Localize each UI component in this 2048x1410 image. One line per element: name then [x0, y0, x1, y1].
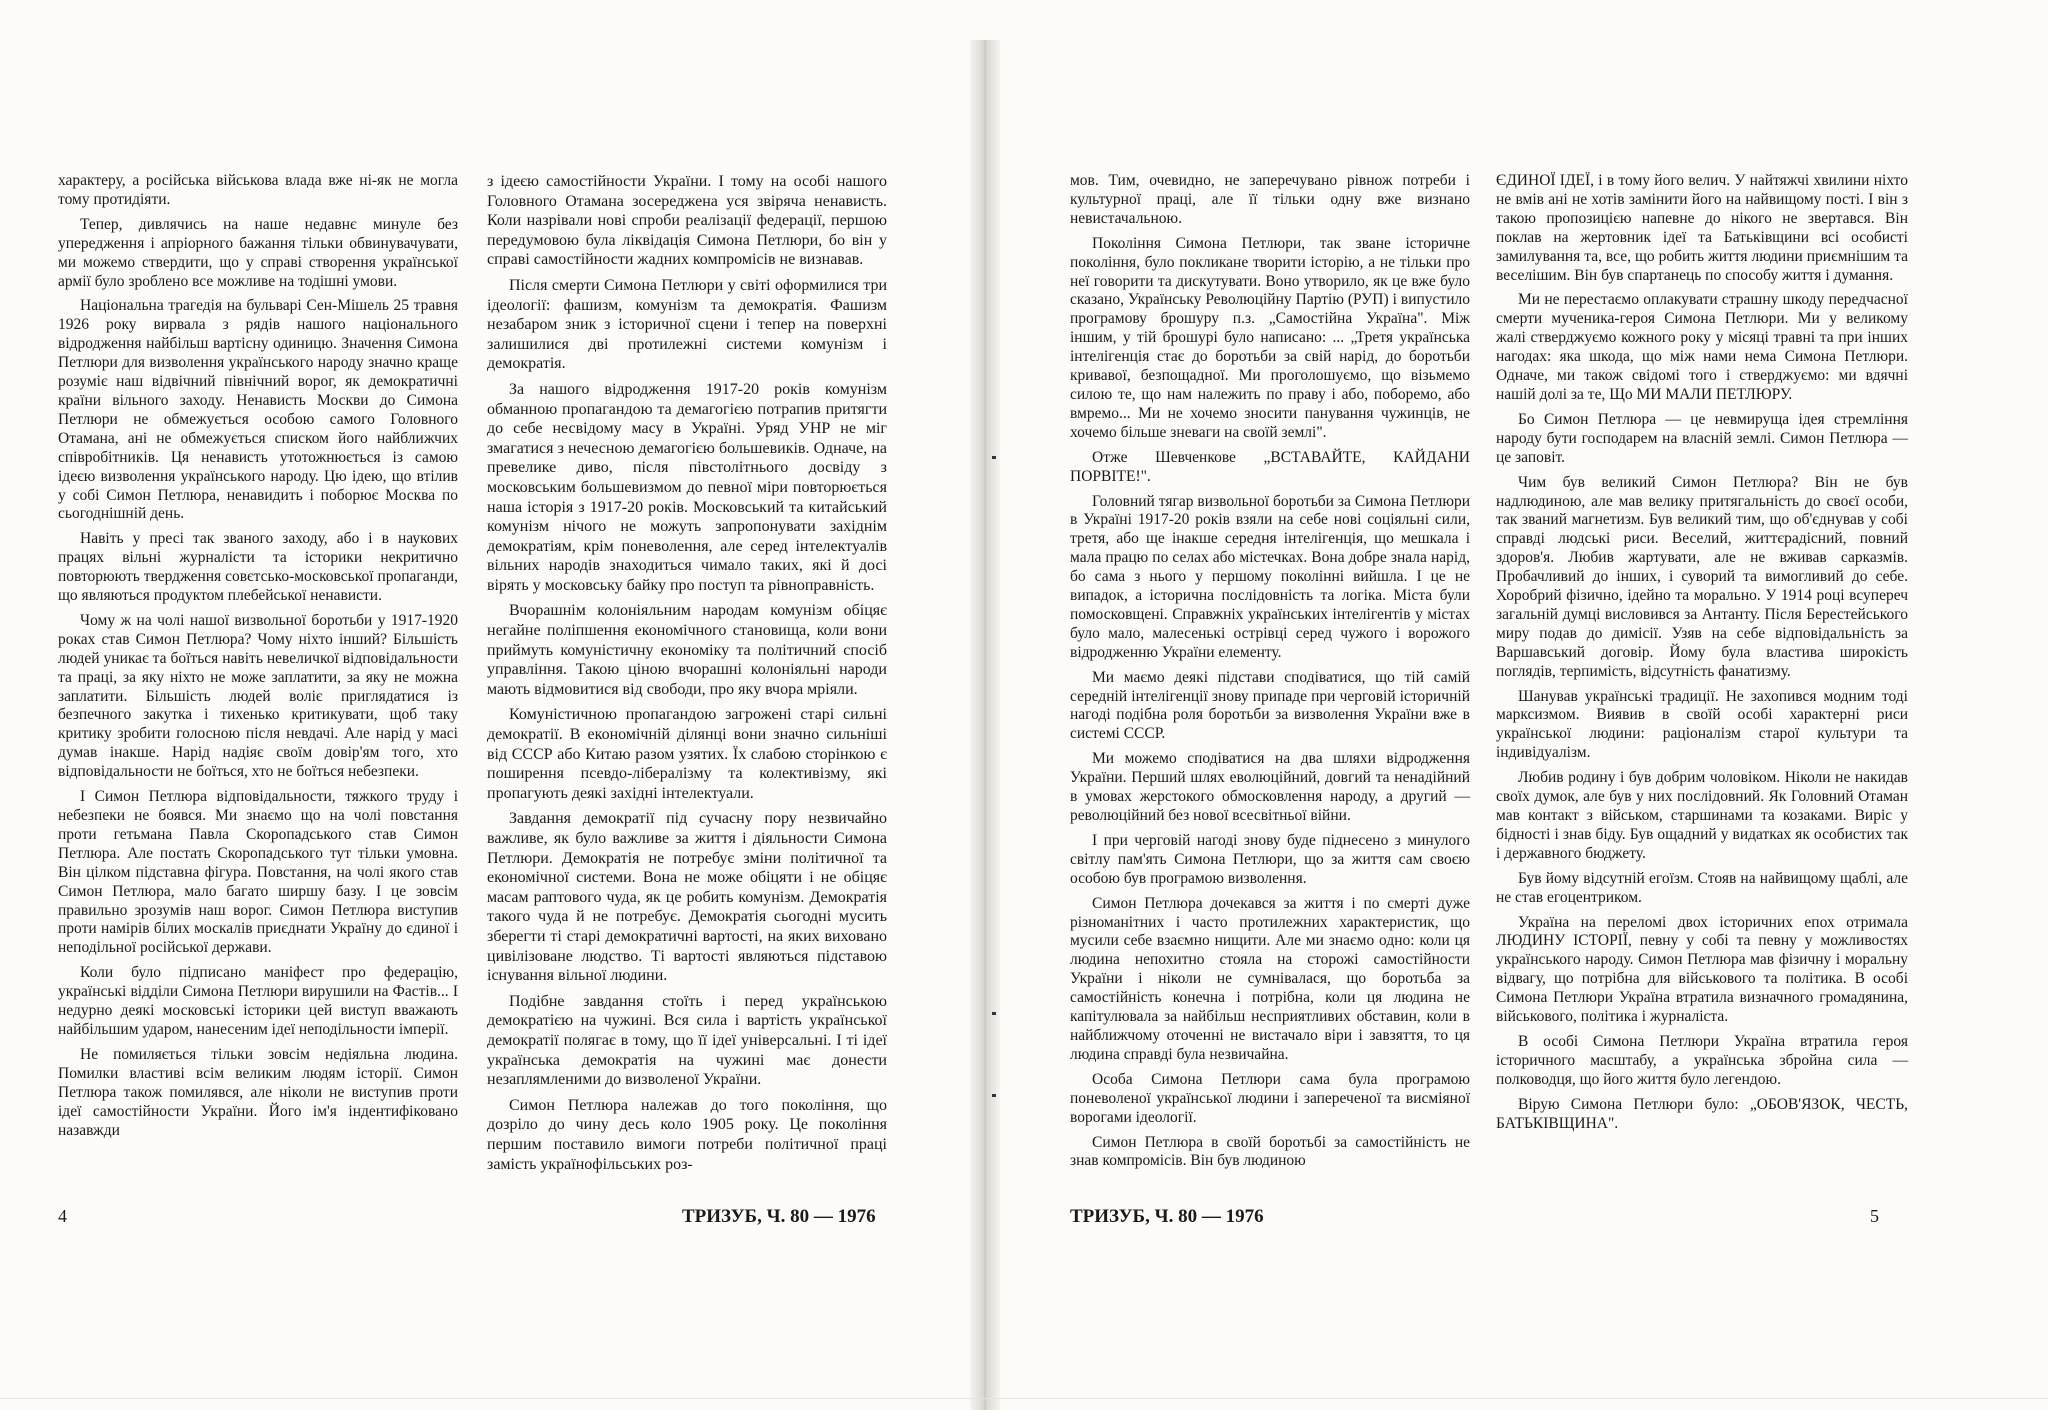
- paragraph: Навіть у пресі так званого заходу, або і в наукових працях вільні журналісти та історики некритично повторюють твердження совєтсько-московської пропаганди, що являються продуктом плебейської ненависти.: [58, 530, 458, 605]
- paragraph: Завдання демократії під сучасну пору незвичайно важливе, як було важливе за життя і діяльности Симона Петлюри. Демократія не потребує зміни політичної та економічної системи. Вона не може обіцяти і не обіцяє масам раптового чуда, як це робить комунізм. Демократія такого чуда й не потребує. Демократія сьогодні мусить зберегти ті старі демократичні вартості, на яких виховано цивілізоване людство. Ті вартості являються підставою існування вільної людини.: [487, 810, 887, 985]
- paragraph: Національна трагедія на бульварі Сен-Мішель 25 травня 1926 року вирвала з рядів нашого національного відродження найбільш вартісну одиницю. Значення Симона Петлюри для визволення українського народу значно краще розуміє наш відвічний північний ворог, як демократичні країни вільного заходу. Ненависть Москви до Симона Петлюри не обмежується особою самого Головного Отамана, ані не обмежується списком його найближчих співробітників. Ця ненависть утотожнюється із самою ідеєю визволення українського народу. Цю ідею, що втілив у собі Симон Петлюра, ненавидить і поборює Москва по сьогоднішній день.: [58, 297, 458, 523]
- scan-bottom-edge: [0, 1398, 2048, 1399]
- running-footer-left: ТРИЗУБ, Ч. 80 — 1976: [682, 1206, 876, 1227]
- text-column-1: [58, 172, 458, 1146]
- paragraph: Тепер, дивлячись на наше недавнє минуле без упередження і апріорного бажання тільки обвинувачувати, ми можемо ствердити, що у справі створення української армії було зроблено все можливе на тодішні умови.: [58, 215, 458, 290]
- text-column-3: [1070, 172, 1470, 1177]
- paragraph: Україна на переломі двох історичних епох отримала ЛЮДИНУ ІСТОРІЇ, певну у собі та певну у можливостях українського народу. Симон Петлюра мав фізичну і моральну відвагу, що потрібна для військового та політика. В особі Симона Петлюри Україна втратила визначного громадянина, військового, політика і журналіста.: [1496, 913, 1908, 1026]
- staple-mark: [992, 1094, 996, 1097]
- paragraph: Шанував українські традиції. Не захопився модним тоді марксизмом. Виявив в своїй особі характерні риси української людини: раціоналізм старої культури та індивідуалізм.: [1496, 687, 1908, 762]
- paragraph: Після смерти Симона Петлюри у світі оформилися три ідеології: фашизм, комунізм та демократія. Фашизм незабаром зник з історичної сцени і тепер на поверхні залишилися дві протилежні системи комунізм і демократія.: [487, 276, 887, 373]
- paragraph: Комуністичною пропагандою загрожені старі сильні демократії. В економічній ділянці вони значно сильніші від СССР або Китаю разом узятих. Їх слабою сторінкою є поширення псевдо-лібералізму та колективізму, які пропагують деякі західні інтелектуали.: [487, 706, 887, 802]
- page-gutter: [970, 40, 1000, 1410]
- text-column-4: [1496, 172, 1908, 1140]
- paragraph: Чим був великий Симон Петлюра? Він не був надлюдиною, але мав велику притягальність до своєї особи, так званий магнетизм. Був великий тим, що об'єднував у собі справді людські риси. Веселий, життєрадісний, повний здоров'я. Любив жартувати, але не вживав сарказмів. Пробачливий до інших, і суворий та вимогливий до себе. Хоробрий фізично, ідейно та морально. У 1914 році всупереч загальній думці висловився за Антанту. Після Берестейського миру подав до димісії. Узяв на себе відповідальність за Варшавський договір. Йому була властива широкість поглядів, терпимість, відсутність фанатизму.: [1496, 473, 1908, 680]
- running-footer-right: ТРИЗУБ, Ч. 80 — 1976: [1070, 1206, 1264, 1227]
- paragraph: Вчорашнім колоніяльним народам комунізм обіцяє негайне поліпшення економічного становища, коли вони приймуть комуністичну економіку та політичний спосіб управління. Такою ціною вчорашні колоніяльні народи мають відмовитися від свободи, про яку вчора мріяли.: [487, 602, 887, 698]
- page-number-left: 4: [58, 1206, 67, 1226]
- paragraph: Головний тягар визвольної боротьби за Симона Петлюри в Україні 1917-20 років взяли на себе нові соціяльні сили, третя, або ще інакше середня інтелігенція, що мешкала і мала працю по селах або містечках. Вона добре знала нарід, бо сама з нього у першому поколінні вийшла. І це не випадок, а історична послідовність та логіка. Міста були помосковщені. Справжніх українських інтелігентів у містах було мало, малесенькі острівці серед чужого і ворожого відродженню України елементу.: [1070, 492, 1470, 661]
- paragraph: Симон Петлюра дочекався за життя і по смерті дуже різноманітних і часто протилежних характеристик, що мусили себе взаємно нищити. Але ми знаємо одно: коли ця людина непохитно стояла на сторожі самостійности України і ніколи не сумнівалася, що боротьба за самостійність конечна і потрібна, коли ця людина не капітулювала за найбільш несприятливих обставин, коли в найближчому оточенні не вистачало віри і завзяття, то ця людина справді була незвичайна.: [1070, 894, 1470, 1063]
- paragraph: За нашого відродження 1917-20 років комунізм обманною пропагандою та демагогією потрапив притягти до себе несвідому масу в Україні. Уряд УНР не міг змагатися з нечесною демагогією большевиків. Одначе, на превелике диво, після півстолітнього досвіду з московським большевизмом до певної міри повторюється наша історія з 1917-20 років. Московський та китайський комунізм нічого не можуть запропонувати західнім демократіям, крім поневолення, але серед інтелектуалів вільних народів знаходиться чимало таких, які й досі вірять у московську байку про поступ та рівноправність.: [487, 380, 887, 594]
- paragraph: І Симон Петлюра відповідальности, тяжкого труду і небезпеки не боявся. Ми знаємо що на чолі повстання проти гетьмана Павла Скоропадського став Симон Петлюра. Але постать Скоропадського тут тільки умовна. Він цілком підставна фігура. Повстання, на чолі якого став Симон Петлюра, мало багато ширшу базу. І це зовсім правильно зрозумів наш ворог. Симон Петлюра виступив проти намірів білих москалів приєднати Україну до єдиної і неподільної російської держави.: [58, 788, 458, 957]
- paragraph: Ми не перестаємо оплакувати страшну шкоду передчасної смерти мученика-героя Симона Петлюри. Ми у великому жалі стверджуємо кожного року у місяці травні та при інших нагодах: яка шкода, що між нами нема Симона Петлюри. Одначе, ми також свідомі того і стверджуємо: ми вдячні нашій долі за те, Що МИ МАЛИ ПЕТЛЮРУ.: [1496, 291, 1908, 403]
- staple-mark: [992, 456, 996, 459]
- paragraph: Ми можемо сподіватися на два шляхи відродження України. Перший шлях еволюційний, довгий та ненадійний в умовах жерстокого обмосковлення народу, а другий — революційний без нової всесвітньої війни.: [1070, 750, 1470, 824]
- paragraph: Не помиляється тільки зовсім недіяльна людина. Помилки властиві всім великим людям історії. Симон Петлюра також помилявся, але ніколи не виступив проти ідеї самостійности України. Його ім'я індентифіковано назавжди: [58, 1045, 458, 1139]
- paragraph: В особі Симона Петлюри Україна втратила героя історичного масштабу, а українська збройна сила — полководця, що його життя було легендою.: [1496, 1032, 1908, 1088]
- paragraph: Ми маємо деякі підстави сподіватися, що тій самій середній інтелігенції знову припаде при черговій історичній нагоді подібна роля боротьби за визволення України вже в системі СССР.: [1070, 668, 1470, 743]
- staple-mark: [992, 1012, 996, 1015]
- paragraph: І при черговій нагоді знову буде піднесено з минулого світлу пам'ять Симона Петлюри, що за життя сам своєю особою був програмою визволення.: [1070, 831, 1470, 887]
- paragraph: Любив родину і був добрим чоловіком. Ніколи не накидав своїх думок, але був у них послідовний. Як Головний Отаман мав контакт з військом, старшинами та козаками. Виріс у бідності і знав біду. Був ощадний у видатках як особистих так і державного бюджету.: [1496, 769, 1908, 862]
- paragraph: Вірую Симона Петлюри було: „ОБОВ'ЯЗОК, ЧЕСТЬ, БАТЬКІВЩИНА".: [1496, 1095, 1908, 1132]
- paragraph: Отже Шевченкове „ВСТАВАЙТЕ, КАЙДАНИ ПОРВІТЕ!".: [1070, 448, 1470, 485]
- page-number-right: 5: [1870, 1206, 1879, 1226]
- paragraph: Був йому відсутній егоїзм. Стояв на найвищому щаблі, але не став егоцентриком.: [1496, 869, 1908, 906]
- paragraph: мов. Тим, очевидно, не заперечувано рівнож потреби і культурної праці, але її тільки одну вже визнано невистачальною.: [1070, 172, 1470, 227]
- paragraph: Симон Петлюра в своїй боротьбі за самостійність не знав компромісів. Він був людиною: [1070, 1133, 1470, 1170]
- paragraph: Коли було підписано маніфест про федерацію, українські відділи Симона Петлюри вирушили на Фастів... І недурно деякі московські історики цей виступ вважають найбільшим ударом, нанесеним ідеї неподільности імперії.: [58, 964, 458, 1038]
- paragraph: Покоління Симона Петлюри, так зване історичне покоління, було покликане творити історію, а не тільки про неї говорити та дискутувати. Воно утворило, як це вже було сказано, Українську Революційну Партію (РУП) і випустило програмову брошуру п.з. „Самостійна Україна". Між іншим, у тій брошурі було написано: ... „Третя українська інтелігенція стає до боротьби за свій нарід, до боротьби кривавої, безпощадної. Ми проголошуємо, що візьмемо силою те, що нам належить по праву і або, поборемо, або вмремо... Ми не хочемо зносити панування чужинців, не хочемо більше зневаги на своїй землі".: [1070, 234, 1470, 441]
- paragraph: Чому ж на чолі нашої визвольної боротьби у 1917-1920 роках став Симон Петлюра? Чому ніхто інший? Більшість людей уникає та боїться навіть невеличкої відповідальности та праці, за яку ніхто не може заплатити, за яку не можна заплатити. Більшість людей воліє приглядатися із безпечного закутка і тихенько критикувати, щоб таку критику зробити голосною після невдачі. Але нарід у масі думав інакше. Нарід надіяє своїм довір'ям того, хто відповідальности не боїться, хто не боїться небезпеки.: [58, 611, 458, 781]
- paragraph: з ідеєю самостійности України. І тому на особі нашого Головного Отамана зосереджена уся звіряча ненависть. Коли назрівали нові спроби реалізації федерації, першою передумовою була ліквідація Симона Петлюри, бо він у справі самостійности жадних компромісів не визнавав.: [487, 173, 887, 269]
- paragraph: характеру, а російська військова влада вже ні-як не могла тому протидіяти.: [58, 172, 458, 208]
- text-column-2: [487, 172, 887, 1180]
- paragraph: Симон Петлюра належав до того покоління, що дозріло до чину десь коло 1905 року. Це покоління першим поставило вимоги потреби політичної праці замість українофільських роз-: [487, 1096, 887, 1173]
- paragraph: Бо Симон Петлюра — це невмируща ідея стремління народу бути господарем на власній землі. Симон Петлюра — це заповіт.: [1496, 410, 1908, 466]
- paragraph: ЄДИНОЇ ІДЕЇ, і в тому його велич. У найтяжчі хвилини ніхто не вмів ані не хотів замінити його на найвищому пості. І він з такою пропозицією напевне до нікого не звертався. Він поклав на жертовник ідеї та Батьківщини всі особисті замилування та, все, що робить життя людини приємнішим та веселішим. Він був спартанець по способу життя і думання.: [1496, 172, 1908, 284]
- paragraph: Подібне завдання стоїть і перед українською демократією на чужині. Вся сила і вартість української демократії полягає в тому, що її ідеї універсальні. І ті ідеї українська демократія на чужині має донести незаплямленими до визволеної України.: [487, 992, 887, 1089]
- paragraph: Особа Симона Петлюри сама була програмою поневоленої української людини і запереченої та висміяної ворогами ідеології.: [1070, 1070, 1470, 1126]
